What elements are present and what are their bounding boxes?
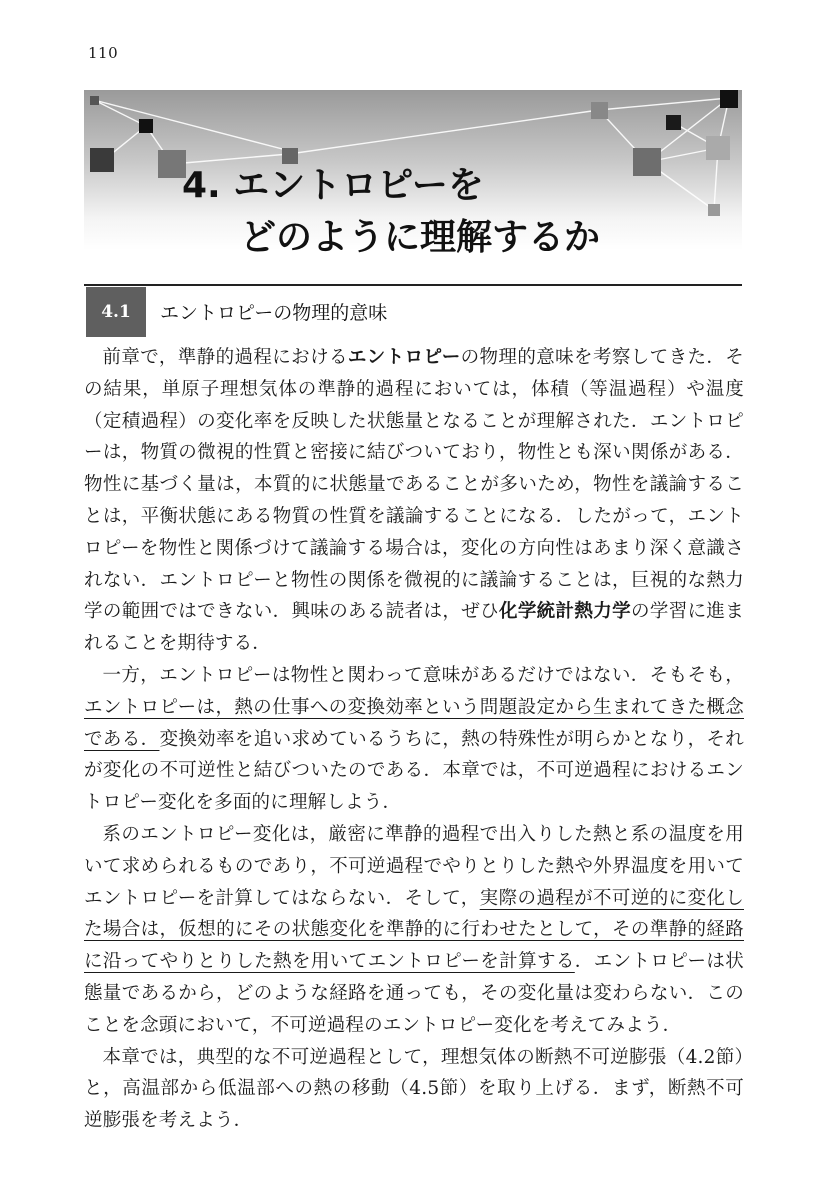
chapter-number: 4.: [182, 165, 221, 206]
chapter-title-text-1: エントロピーを: [233, 165, 484, 206]
underlined-statement: 実際の過程が不可逆的に変化した場合は，仮想的にその状態変化を準静的に行わせたとして，その準静的経路に沿ってやりとりした熱を用いてエントロピーを計算する: [84, 887, 744, 973]
chapter-title-line-2: どのように理解するか: [240, 217, 601, 258]
paragraph-4: [84, 1042, 744, 1137]
page-number: 110: [88, 44, 119, 62]
chapter-title: [84, 160, 742, 264]
paragraph-3: [84, 819, 744, 1042]
bold-term-entropy: エントロピー: [347, 347, 461, 368]
paragraph-2: [84, 660, 744, 819]
bold-term-chemical-statistical-thermodynamics: 化学統計熱力学: [498, 601, 631, 623]
text-span: ．エントロピーは状態量であるから，どのような経路を通っても，その変化量は変わらない．このことを念頭において，不可逆過程のエントロピー変化を考えてみよう．: [84, 951, 744, 1036]
text-span: 本章では，典型的な不可逆過程として，理想気体の断熱不可逆膨張（4.2節）と，高温部から低温部への熱の移動（4.5節）を取り上げる．まず，断熱不可逆膨張を考えよう．: [84, 1046, 744, 1132]
body-text: [84, 342, 744, 1137]
underlined-statement: エントロピーは，熱の仕事への変換効率という問題設定から生まれてきた概念である．: [84, 696, 744, 750]
section-title: エントロピーの物理的意味: [160, 302, 388, 324]
chapter-title-line-1: [84, 160, 742, 212]
section-number-badge: 4.1: [86, 287, 146, 337]
text-span: の物理的意味を考察してきた．その結果，単原子理想気体の準静的過程においては，体積（等温過程）や温度（定積過程）の変化率を反映した状態量となることが理解された．エントロピーは，物質の微視的性質と密接に結びついており，物性とも深い関係がある．物性に基づく量は，本質的に状態量であることが多いため，物性を議論することは，平衡状態にある物質の性質を議論することになる．したがって，エントロピーを物性と関係づけて議論する場合は，変化の方向性はあまり深く意識されない．エントロピーと物性の関係を微視的に議論することは，巨視的な熱力学の範囲ではできない．興味のある読者は，ぜひ: [84, 347, 744, 623]
title-divider: [84, 284, 742, 286]
text-span: 一方，エントロピーは物性と関わって意味があるだけではない．そもそも，: [102, 664, 744, 686]
text-span: 変換効率を追い求めているうちに，熱の特殊性が明らかとなり，それが変化の不可逆性と結びついたのである．本章では，不可逆過程におけるエントロピー変化を多面的に理解しよう．: [84, 728, 744, 814]
paragraph-1: [84, 342, 744, 660]
text-span: 系のエントロピー変化は，厳密に準静的過程で出入りした熱と系の温度を用いて求められるものであり，不可逆過程でやりとりした熱や外界温度を用いてエントロピーを計算してはならない．そして，: [84, 823, 744, 909]
text-span: の学習に進まれることを期待する．: [84, 601, 744, 655]
text-span: 前章で，準静的過程における: [102, 347, 348, 368]
